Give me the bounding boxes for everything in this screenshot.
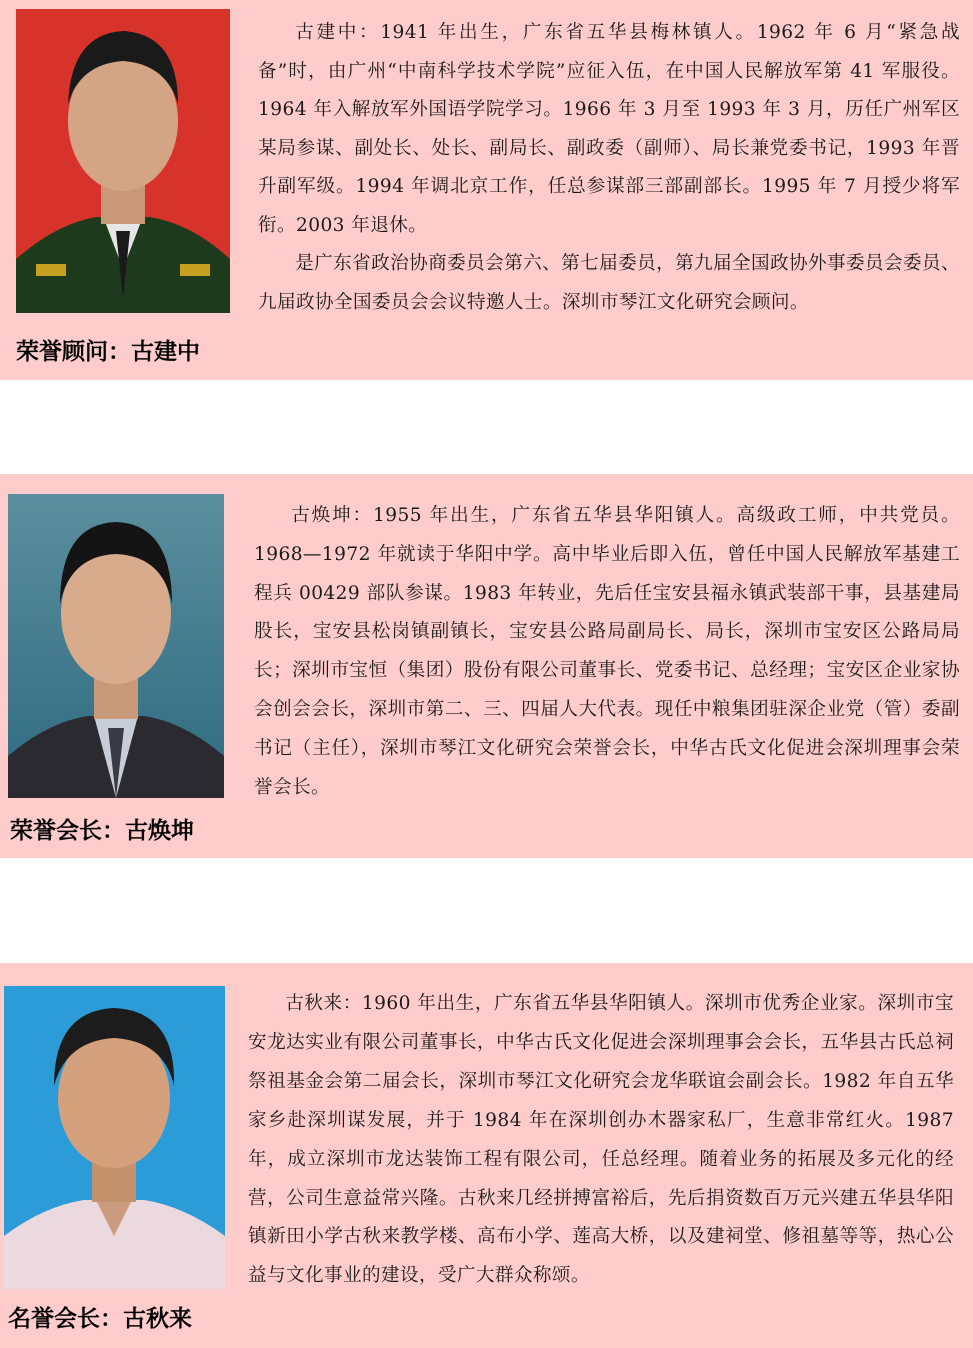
biography-paragraph: 古焕坤：1955 年出生，广东省五华县华阳镇人。高级政工师，中共党员。1968—1972 年就读于华阳中学。高中毕业后即入伍，曾任中国人民解放军基建工程兵 00429 部队参谋。1983 年转业，先后任宝安县福永镇武装部干事，县基建局股长，宝安县松岗镇副镇长，宝安县公路局副局长、局长，深圳市宝安区公路局局长；深圳市宝恒（集团）股份有限公司董事长、党委书记、总经理；宝安区企业家协会创会会长，深圳市第二、三、四届人大代表。现任中粮集团驻深企业党（管）委副书记（主任），深圳市琴江文化研究会荣誉会长，中华古氏文化促进会深圳理事会荣誉会长。 <box>254 505 960 798</box>
portrait-photo <box>4 986 225 1289</box>
profile-card-gu-huankun <box>0 474 973 858</box>
biography-paragraph: 是广东省政治协商委员会第六、第七届委员，第九届全国政协外事委员会委员、九届政协全国委员会会议特邀人士。深圳市琴江文化研究会顾问。 <box>258 253 960 313</box>
profile-biography <box>254 497 960 807</box>
biography-paragraph: 古秋来：1960 年出生，广东省五华县华阳镇人。深圳市优秀企业家。深圳市宝安龙达实业有限公司董事长，中华古氏文化促进会深圳理事会会长，五华县古氏总祠祭祖基金会第二届会长，深圳市琴江文化研究会龙华联谊会副会长。1982 年自五华家乡赴深圳谋发展，并于 1984 年在深圳创办木器家私厂，生意非常红火。1987 年，成立深圳市龙达装饰工程有限公司，任总经理。随着业务的拓展及多元化的经营，公司生意益常兴隆。古秋来几经拼搏富裕后，先后捐资数百万元兴建五华县华阳镇新田小学古秋来教学楼、高布小学、莲高大桥，以及建祠堂、修祖墓等等，热心公益与文化事业的建设，受广大群众称颂。 <box>248 993 954 1287</box>
profile-caption: 名誉会长：古秋来 <box>8 1306 192 1332</box>
profile-card-gu-qiulai <box>0 963 973 1348</box>
portrait-photo <box>8 494 224 798</box>
profile-card-gu-jianzhong <box>0 0 973 380</box>
portrait-photo <box>16 9 230 313</box>
biography-paragraph: 古建中：1941 年出生，广东省五华县梅林镇人。1962 年 6 月“紧急战备”时，由广州“中南科学技术学院”应征入伍，在中国人民解放军第 41 军服役。1964 年入解放军外国语学院学习。1966 年 3 月至 1993 年 3 月，历任广州军区某局参谋、副处长、处长、副局长、副政委（副师）、局长兼党委书记，1993 年晋升副军级。1994 年调北京工作，任总参谋部三部副部长。1995 年 7 月授少将军衔。2003 年退休。 <box>258 22 960 236</box>
profile-caption: 荣誉会长：古焕坤 <box>10 818 194 844</box>
profile-biography <box>258 14 960 322</box>
profile-biography <box>248 985 954 1296</box>
profile-caption: 荣誉顾问：古建中 <box>16 339 200 365</box>
